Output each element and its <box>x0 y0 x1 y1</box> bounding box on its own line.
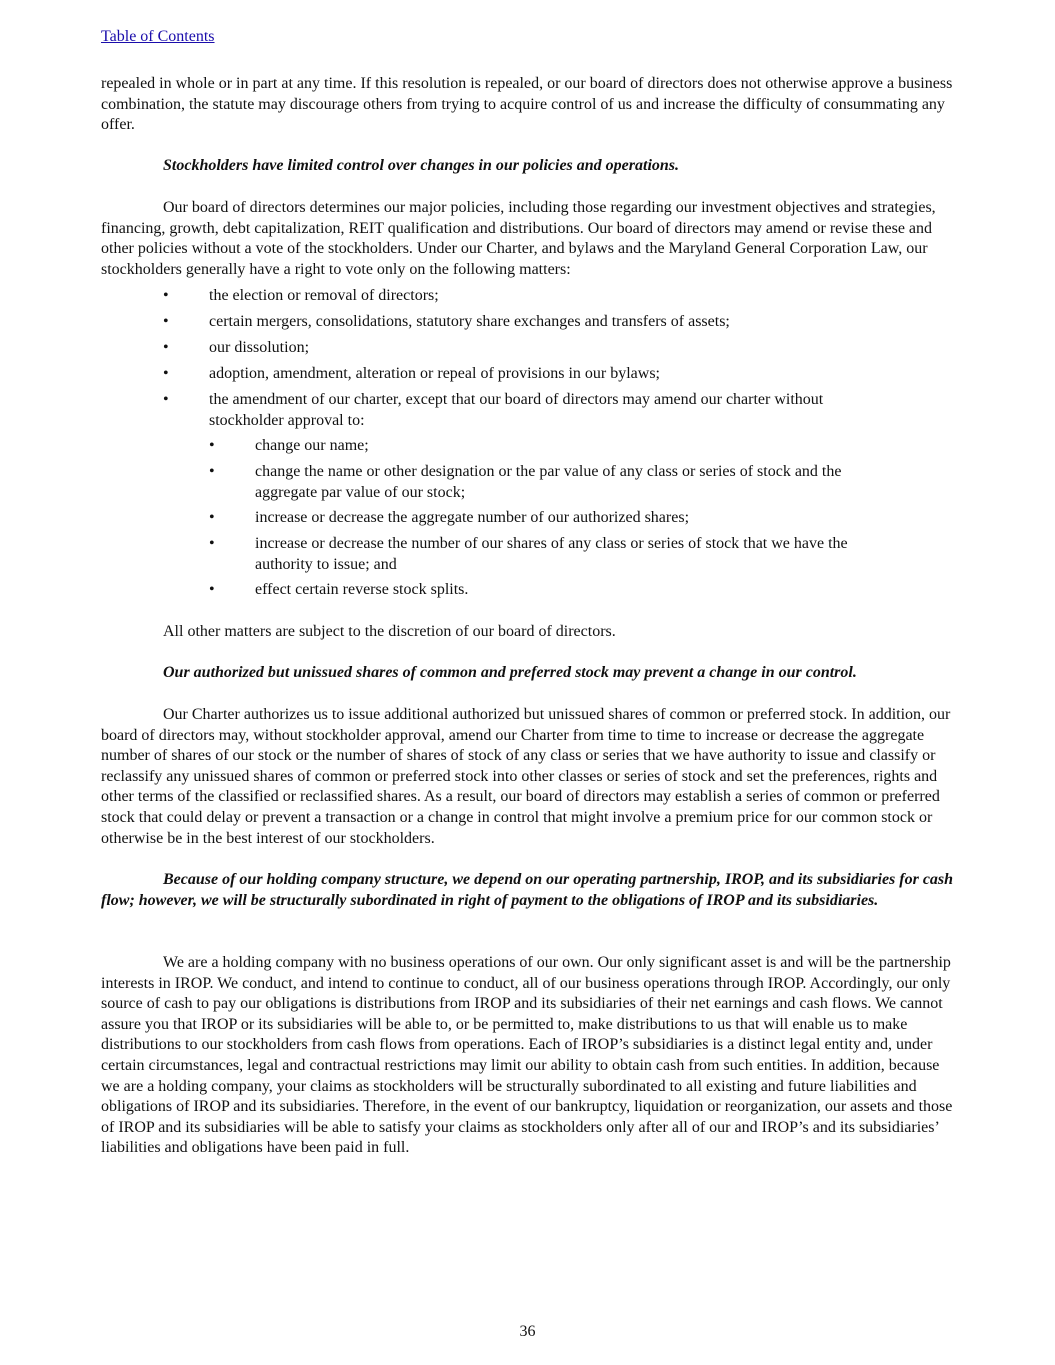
bullet-icon: • <box>163 339 169 356</box>
paragraph-board-policies: Our board of directors determines our major policies, including those regarding our investment objectives and strategies, financing, growth, debt capitalization, REIT qualification and distributions. Our board of directors may amend or revise these and other policies without a vote of the stockholders. Under our Charter, and bylaws and the Maryland General Corporation Law, our stockholders generally have a right to vote only on the following matters: <box>101 199 936 278</box>
section-heading-holding-company: Because of our holding company structure, we depend on our operating partnership, IROP, and its subsidiaries for cash flow; however, we will be structurally subordinated in right of payment to the obligations of IROP and its subsidiaries. <box>101 871 954 909</box>
list-item <box>101 436 955 457</box>
list-item-text: change our name; <box>255 437 369 454</box>
list-item-text: our dissolution; <box>209 339 310 356</box>
section-heading-unissued-shares: Our authorized but unissued shares of common and preferred stock may prevent a change in our control. <box>163 664 857 681</box>
list-item-text: change the name or other designation or the par value of any class or series of stock and the aggregate par value of our stock; <box>255 463 842 501</box>
list-item-text: increase or decrease the aggregate number of our authorized shares; <box>255 509 690 526</box>
list-item <box>101 390 881 431</box>
bullet-icon: • <box>209 437 215 454</box>
list-item-text: effect certain reverse stock splits. <box>255 581 469 598</box>
list-item <box>101 534 909 575</box>
list-item <box>101 286 955 307</box>
paragraph-intro: repealed in whole or in part at any time. If this resolution is repealed, or our board of directors does not otherwise approve a business combination, the statute may discourage others from trying to acquire control of us and increase the difficulty of consummating any offer. <box>101 75 953 134</box>
list-item <box>101 364 955 385</box>
list-item-text: certain mergers, consolidations, statutory share exchanges and transfers of assets; <box>209 313 730 330</box>
list-item-text: the amendment of our charter, except that our board of directors may amend our charter without stockholder approval to: <box>209 391 824 429</box>
list-item <box>101 338 955 359</box>
bullet-icon: • <box>163 391 169 408</box>
section-heading-stockholder-control: Stockholders have limited control over changes in our policies and operations. <box>163 157 680 174</box>
list-item <box>101 462 901 503</box>
bullet-icon: • <box>209 535 215 552</box>
table-of-contents-link[interactable]: Table of Contents <box>101 28 215 45</box>
bullet-icon: • <box>163 313 169 330</box>
list-item-text: the election or removal of directors; <box>209 287 439 304</box>
list-item <box>101 508 955 529</box>
list-item-text: increase or decrease the number of our shares of any class or series of stock that we have the authority to issue; and <box>255 535 848 573</box>
list-item <box>101 312 955 333</box>
paragraph-holding-company: We are a holding company with no business operations of our own. Our only significant asset is and will be the partnership interests in IROP. We conduct, and intend to continue to conduct, all of our business operations through IROP. Accordingly, our only source of cash to pay our obligations is distributions from IROP and its subsidiaries of their net earnings and cash flows. We cannot assure you that IROP or its subsidiaries will be able to, or be permitted to, make distributions to us that will enable us to make distributions to our stockholders from cash flows from operations. Each of IROP’s subsidiaries is a distinct legal entity and, under certain circumstances, legal and contractual restrictions may limit our ability to obtain cash from such entities. In addition, because we are a holding company, your claims as stockholders will be structurally subordinated to all existing and future liabilities and obligations of IROP and its subsidiaries. Therefore, in the event of our bankruptcy, liquidation or reorganization, our assets and those of IROP and its subsidiaries will be able to satisfy your claims as stockholders only after all of our and IROP’s and its subsidiaries’ liabilities and obligations have been paid in full. <box>101 954 953 1157</box>
paragraph-charter-authorization: Our Charter authorizes us to issue additional authorized but unissued shares of common or preferred stock. In addition, our board of directors may, without stockholder approval, amend our Charter from time to time to increase or decrease the aggregate number of shares of our stock or the number of shares of stock of any class or series that we have authority to issue and classify or reclassify any unissued shares of common or preferred stock into other classes or series of stock and set the preferences, rights and other terms of the classified or reclassified shares. As a result, our board of directors may establish a series of common or preferred stock that could delay or prevent a transaction or a change in control that might involve a premium price for our common stock or otherwise be in the best interest of our stockholders. <box>101 706 951 847</box>
list-item-text: adoption, amendment, alteration or repeal of provisions in our bylaws; <box>209 365 660 382</box>
bullet-icon: • <box>209 581 215 598</box>
bullet-icon: • <box>163 365 169 382</box>
bullet-icon: • <box>209 463 215 480</box>
bullet-icon: • <box>209 509 215 526</box>
list-item <box>101 580 955 601</box>
page-number: 36 <box>519 1323 536 1340</box>
bullet-icon: • <box>163 287 169 304</box>
paragraph-other-matters: All other matters are subject to the discretion of our board of directors. <box>163 623 616 640</box>
